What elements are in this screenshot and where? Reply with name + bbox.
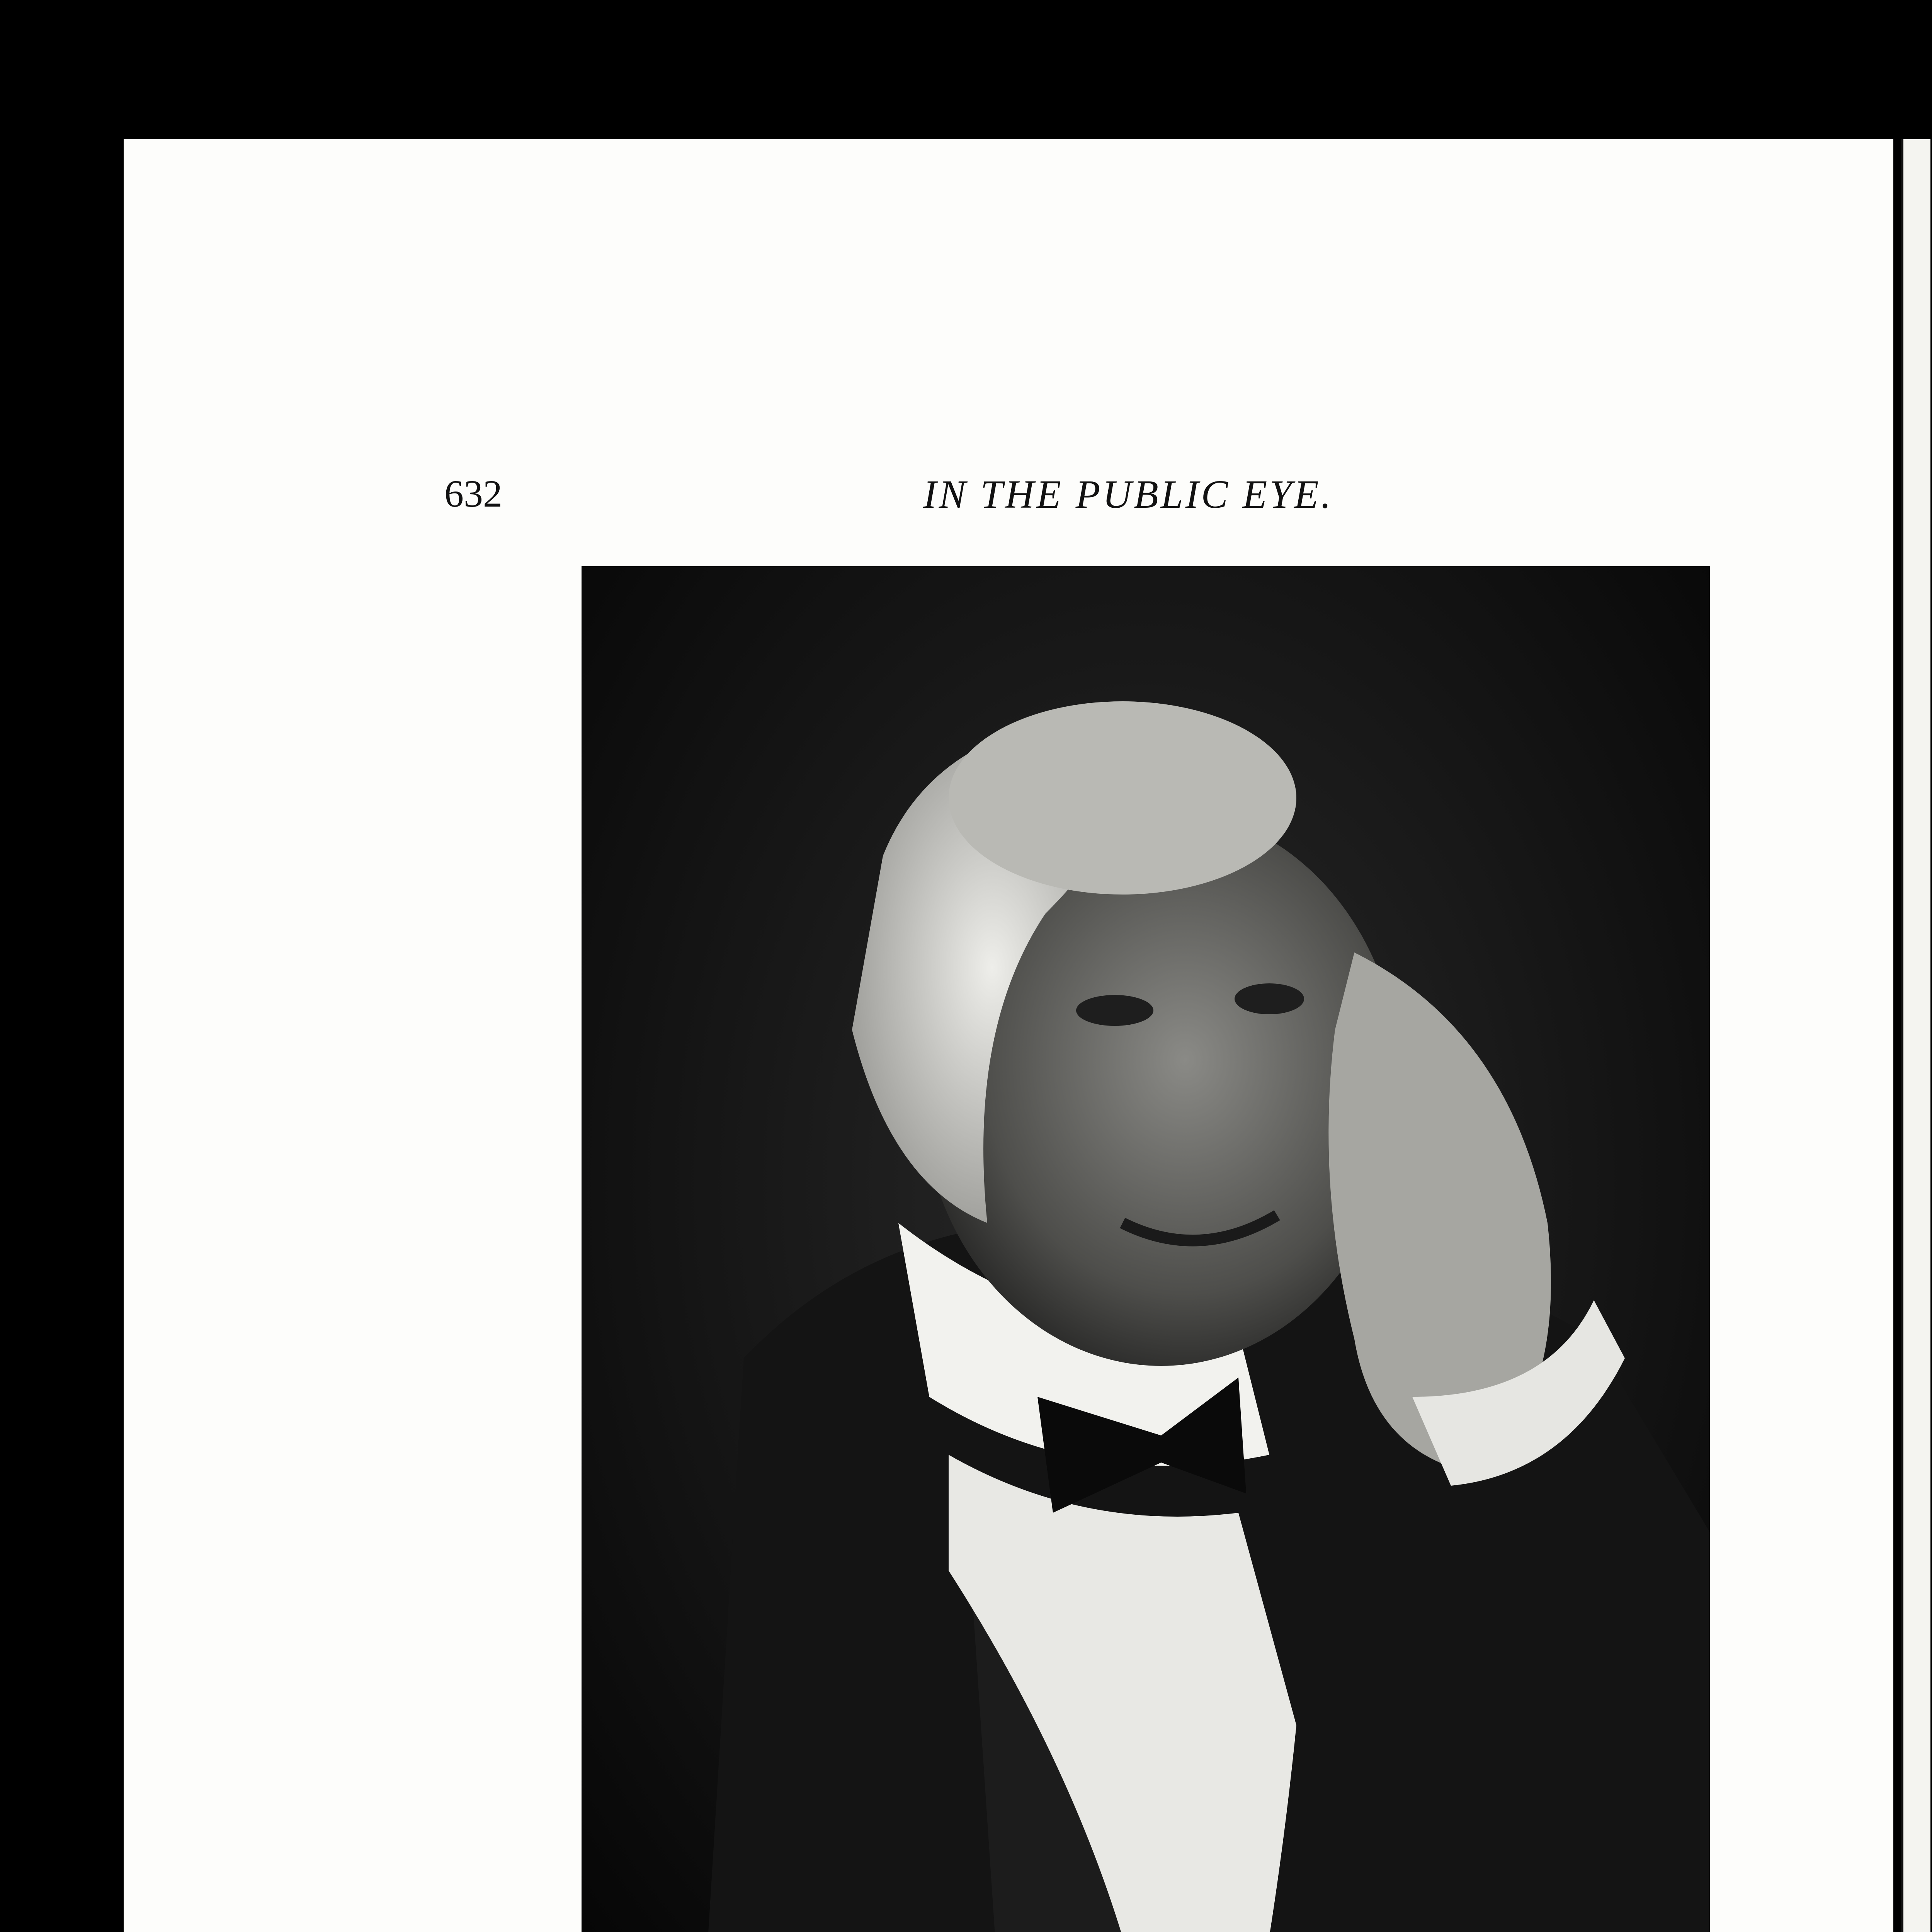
facing-page-edge xyxy=(1901,139,1930,1932)
page-number: 632 xyxy=(444,472,502,515)
portrait-photograph xyxy=(582,566,1710,1932)
book-page xyxy=(124,139,1893,1932)
running-head-title: IN THE PUBLIC EYE. xyxy=(923,472,1333,517)
portrait-illustration xyxy=(582,566,1710,1932)
